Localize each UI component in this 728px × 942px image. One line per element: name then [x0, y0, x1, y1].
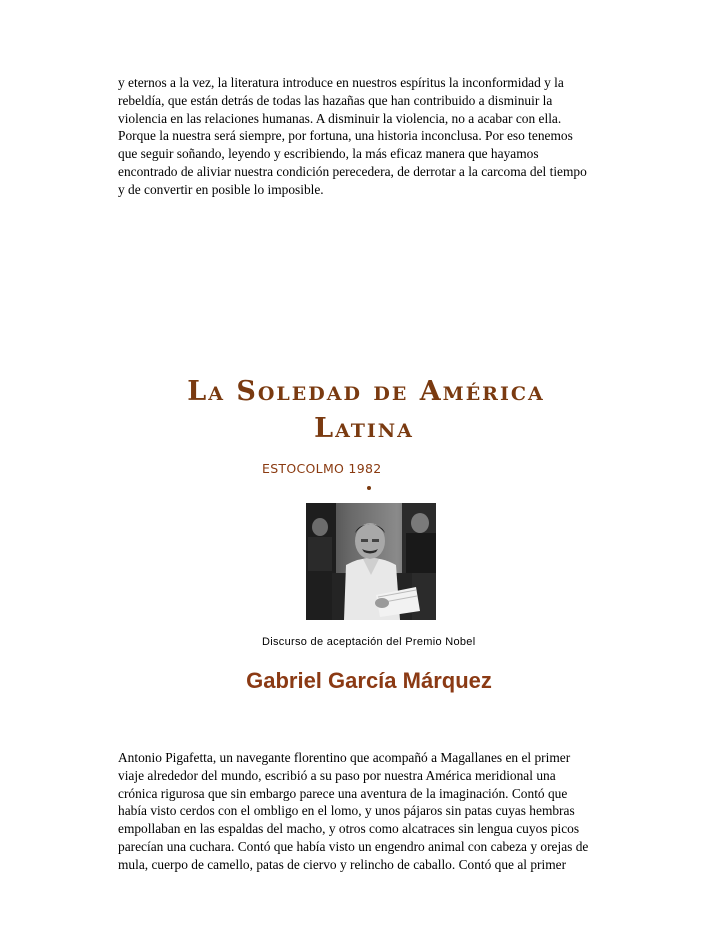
intro-line: y eternos a la vez, la literatura introduce en nuestros espíritus la inconformidad y la: [118, 75, 564, 90]
body-paragraph: [118, 749, 628, 874]
body-line: crónica rigurosa que sin embargo parece una aventura de la imaginación. Contó que: [118, 785, 568, 801]
title-line-2: Latina: [314, 413, 414, 444]
body-line: viaje alrededor del mundo, escribió a su paso por nuestra América meridional una: [118, 767, 556, 783]
title-line-1: La Soledad de América: [187, 376, 545, 407]
subtitle: ESTOCOLMO 1982: [262, 461, 382, 476]
author-name: Gabriel García Márquez: [246, 668, 492, 693]
author-photo-graphic: [306, 503, 436, 620]
body-line: había visto cerdos con el ombligo en el lomo, y unos pájaros sin patas cuyas hembras: [118, 803, 575, 819]
intro-line: violencia en las relaciones humanas. A disminuir la violencia, no a acabar con ella.: [118, 110, 562, 126]
intro-paragraph: [118, 74, 628, 199]
body-line: parecían una cuchara. Contó que había visto un engendro animal con cabeza y orejas de: [118, 838, 589, 854]
body-line: mula, cuerpo de camello, patas de ciervo y relincho de caballo. Contó que al primer: [118, 856, 567, 872]
intro-line: que seguir soñando, leyendo y escribiendo, la más eficaz manera que hayamos: [118, 146, 539, 162]
author-photo: [306, 503, 436, 620]
intro-line: Porque la nuestra será siempre, por fortuna, una historia inconclusa. Por eso tenemos: [118, 128, 573, 144]
decorative-dot: [367, 486, 371, 490]
caption: Discurso de aceptación del Premio Nobel: [262, 636, 476, 648]
intro-line: y de convertir en posible lo imposible.: [118, 181, 324, 197]
body-line: empollaban en las espaldas del macho, y otros como alcatraces sin lengua cuyos picos: [118, 821, 580, 837]
body-line: Antonio Pigafetta, un navegante florentino que acompañó a Magallanes en el primer: [118, 750, 571, 765]
intro-line: encontrado de aliviar nuestra condición perecedera, de derrotar a la carcoma del tiempo: [118, 163, 587, 179]
intro-line: rebeldía, que están detrás de todas las hazañas que han contribuido a disminuir la: [118, 92, 553, 108]
